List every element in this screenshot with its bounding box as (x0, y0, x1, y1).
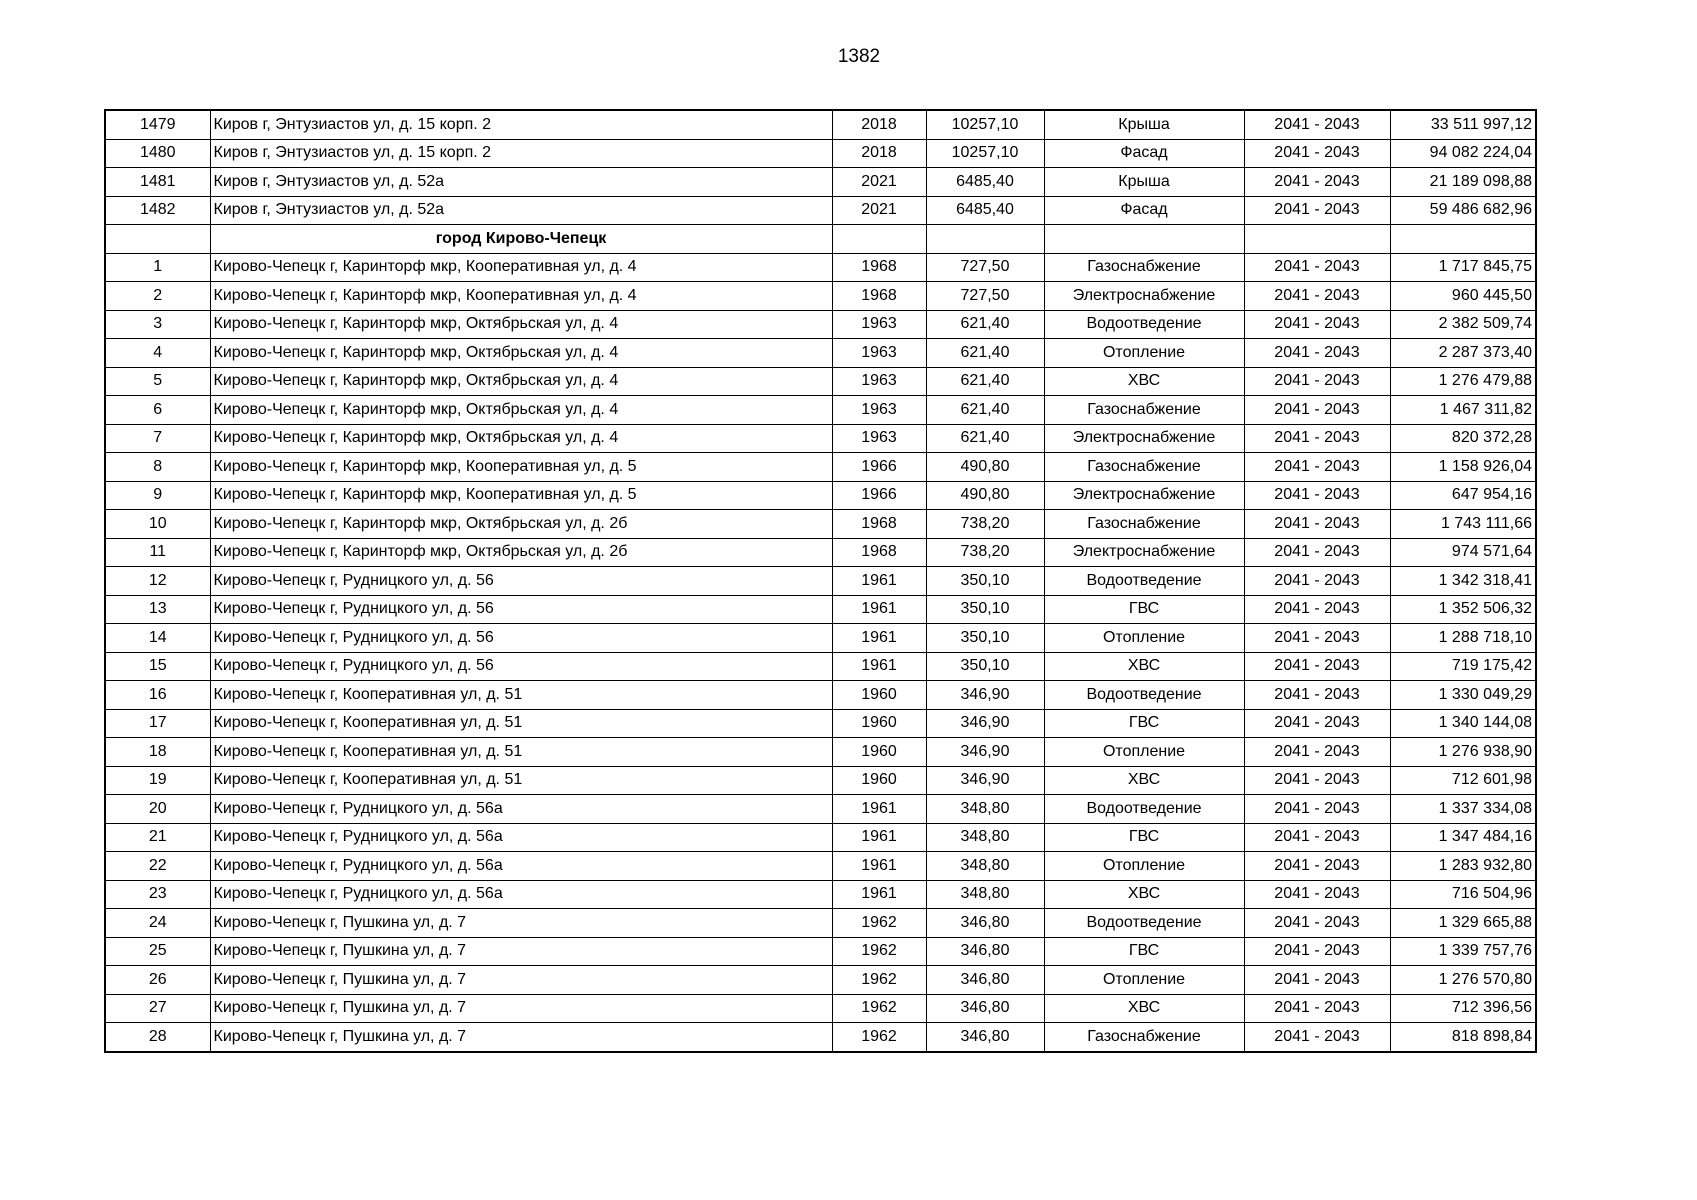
table-row (105, 852, 1536, 881)
cost-cell: 1 340 144,08 (1390, 709, 1536, 738)
cost-cell: 1 467 311,82 (1390, 396, 1536, 425)
repair-program-table (104, 109, 1537, 1053)
address-cell: Кирово-Чепецк г, Рудницкого ул, д. 56а (210, 880, 832, 909)
address-cell: Киров г, Энтузиастов ул, д. 52а (210, 168, 832, 197)
cost-cell: 1 717 845,75 (1390, 253, 1536, 282)
table-row (105, 795, 1536, 824)
year-cell: 1961 (832, 624, 926, 653)
address-cell: Кирово-Чепецк г, Каринторф мкр, Кооперативная ул, д. 4 (210, 282, 832, 311)
section-work-cell (1044, 225, 1244, 254)
area-cell: 350,10 (926, 595, 1044, 624)
row-number: 1 (105, 253, 210, 282)
year-cell: 1961 (832, 795, 926, 824)
year-cell: 1962 (832, 1023, 926, 1052)
year-cell: 2018 (832, 139, 926, 168)
address-cell: Кирово-Чепецк г, Кооперативная ул, д. 51 (210, 709, 832, 738)
cost-cell: 21 189 098,88 (1390, 168, 1536, 197)
table-row (105, 538, 1536, 567)
period-cell: 2041 - 2043 (1244, 624, 1390, 653)
work-type-cell: Газоснабжение (1044, 453, 1244, 482)
year-cell: 1960 (832, 738, 926, 767)
cost-cell: 719 175,42 (1390, 652, 1536, 681)
area-cell: 346,90 (926, 709, 1044, 738)
cost-cell: 1 330 049,29 (1390, 681, 1536, 710)
table-row (105, 652, 1536, 681)
row-number: 17 (105, 709, 210, 738)
cost-cell: 1 283 932,80 (1390, 852, 1536, 881)
year-cell: 1962 (832, 909, 926, 938)
row-number: 6 (105, 396, 210, 425)
address-cell: Кирово-Чепецк г, Кооперативная ул, д. 51 (210, 766, 832, 795)
area-cell: 346,90 (926, 738, 1044, 767)
table-row (105, 994, 1536, 1023)
work-type-cell: Водоотведение (1044, 310, 1244, 339)
work-type-cell: ХВС (1044, 652, 1244, 681)
area-cell: 350,10 (926, 624, 1044, 653)
work-type-cell: Фасад (1044, 196, 1244, 225)
cost-cell: 712 396,56 (1390, 994, 1536, 1023)
address-cell: Кирово-Чепецк г, Пушкина ул, д. 7 (210, 909, 832, 938)
work-type-cell: Газоснабжение (1044, 1023, 1244, 1052)
period-cell: 2041 - 2043 (1244, 937, 1390, 966)
table-row (105, 937, 1536, 966)
cost-cell: 820 372,28 (1390, 424, 1536, 453)
table-row (105, 139, 1536, 168)
table-row (105, 253, 1536, 282)
address-cell: Кирово-Чепецк г, Пушкина ул, д. 7 (210, 1023, 832, 1052)
work-type-cell: Отопление (1044, 339, 1244, 368)
period-cell: 2041 - 2043 (1244, 367, 1390, 396)
work-type-cell: Фасад (1044, 139, 1244, 168)
cost-cell: 1 288 718,10 (1390, 624, 1536, 653)
row-number: 24 (105, 909, 210, 938)
cost-cell: 1 743 111,66 (1390, 510, 1536, 539)
area-cell: 490,80 (926, 481, 1044, 510)
row-number: 15 (105, 652, 210, 681)
address-cell: Кирово-Чепецк г, Пушкина ул, д. 7 (210, 937, 832, 966)
work-type-cell: Электроснабжение (1044, 282, 1244, 311)
table-row (105, 339, 1536, 368)
address-cell: Кирово-Чепецк г, Пушкина ул, д. 7 (210, 966, 832, 995)
table-row (105, 110, 1536, 139)
row-number: 18 (105, 738, 210, 767)
year-cell: 1968 (832, 510, 926, 539)
year-cell: 1968 (832, 253, 926, 282)
period-cell: 2041 - 2043 (1244, 709, 1390, 738)
period-cell: 2041 - 2043 (1244, 453, 1390, 482)
address-cell: Кирово-Чепецк г, Кооперативная ул, д. 51 (210, 738, 832, 767)
cost-cell: 1 342 318,41 (1390, 567, 1536, 596)
address-cell: Кирово-Чепецк г, Каринторф мкр, Кооперативная ул, д. 5 (210, 453, 832, 482)
table-row (105, 282, 1536, 311)
address-cell: Кирово-Чепецк г, Каринторф мкр, Октябрьская ул, д. 4 (210, 424, 832, 453)
period-cell: 2041 - 2043 (1244, 168, 1390, 197)
work-type-cell: Крыша (1044, 110, 1244, 139)
table-row (105, 310, 1536, 339)
section-row (105, 225, 1536, 254)
area-cell: 346,80 (926, 1023, 1044, 1052)
work-type-cell: Газоснабжение (1044, 253, 1244, 282)
area-cell: 346,80 (926, 994, 1044, 1023)
year-cell: 1963 (832, 339, 926, 368)
row-number: 3 (105, 310, 210, 339)
year-cell: 1961 (832, 852, 926, 881)
cost-cell: 1 276 479,88 (1390, 367, 1536, 396)
table-body-top (105, 110, 1536, 225)
work-type-cell: Крыша (1044, 168, 1244, 197)
area-cell: 10257,10 (926, 139, 1044, 168)
address-cell: Кирово-Чепецк г, Каринторф мкр, Октябрьская ул, д. 2б (210, 538, 832, 567)
row-number: 16 (105, 681, 210, 710)
work-type-cell: Водоотведение (1044, 909, 1244, 938)
year-cell: 1962 (832, 994, 926, 1023)
period-cell: 2041 - 2043 (1244, 510, 1390, 539)
year-cell: 1968 (832, 282, 926, 311)
year-cell: 1968 (832, 538, 926, 567)
area-cell: 621,40 (926, 396, 1044, 425)
table-row (105, 595, 1536, 624)
table-row (105, 196, 1536, 225)
year-cell: 1960 (832, 766, 926, 795)
table-row (105, 481, 1536, 510)
work-type-cell: Электроснабжение (1044, 538, 1244, 567)
period-cell: 2041 - 2043 (1244, 966, 1390, 995)
row-number: 4 (105, 339, 210, 368)
period-cell: 2041 - 2043 (1244, 396, 1390, 425)
row-number: 13 (105, 595, 210, 624)
period-cell: 2041 - 2043 (1244, 139, 1390, 168)
period-cell: 2041 - 2043 (1244, 994, 1390, 1023)
period-cell: 2041 - 2043 (1244, 196, 1390, 225)
area-cell: 6485,40 (926, 168, 1044, 197)
period-cell: 2041 - 2043 (1244, 310, 1390, 339)
work-type-cell: Водоотведение (1044, 567, 1244, 596)
period-cell: 2041 - 2043 (1244, 909, 1390, 938)
year-cell: 1961 (832, 567, 926, 596)
area-cell: 621,40 (926, 424, 1044, 453)
year-cell: 1963 (832, 424, 926, 453)
period-cell: 2041 - 2043 (1244, 795, 1390, 824)
page-number: 1382 (837, 46, 881, 67)
row-number: 1479 (105, 110, 210, 139)
cost-cell: 818 898,84 (1390, 1023, 1536, 1052)
area-cell: 6485,40 (926, 196, 1044, 225)
period-cell: 2041 - 2043 (1244, 766, 1390, 795)
row-number: 20 (105, 795, 210, 824)
cost-cell: 2 287 373,40 (1390, 339, 1536, 368)
row-number: 1480 (105, 139, 210, 168)
area-cell: 348,80 (926, 795, 1044, 824)
address-cell: Киров г, Энтузиастов ул, д. 15 корп. 2 (210, 110, 832, 139)
cost-cell: 59 486 682,96 (1390, 196, 1536, 225)
address-cell: Кирово-Чепецк г, Каринторф мкр, Октябрьская ул, д. 4 (210, 396, 832, 425)
table-row (105, 168, 1536, 197)
period-cell: 2041 - 2043 (1244, 823, 1390, 852)
work-type-cell: ХВС (1044, 367, 1244, 396)
address-cell: Кирово-Чепецк г, Рудницкого ул, д. 56а (210, 795, 832, 824)
table-row (105, 1023, 1536, 1052)
area-cell: 350,10 (926, 652, 1044, 681)
row-number: 22 (105, 852, 210, 881)
address-cell: Киров г, Энтузиастов ул, д. 52а (210, 196, 832, 225)
row-number: 26 (105, 966, 210, 995)
period-cell: 2041 - 2043 (1244, 110, 1390, 139)
cost-cell: 712 601,98 (1390, 766, 1536, 795)
section-num-cell (105, 225, 210, 254)
section-area-cell (926, 225, 1044, 254)
row-number: 1481 (105, 168, 210, 197)
year-cell: 1966 (832, 481, 926, 510)
work-type-cell: Газоснабжение (1044, 396, 1244, 425)
table-row (105, 823, 1536, 852)
area-cell: 346,80 (926, 937, 1044, 966)
row-number: 5 (105, 367, 210, 396)
work-type-cell: ГВС (1044, 595, 1244, 624)
table-row (105, 396, 1536, 425)
area-cell: 350,10 (926, 567, 1044, 596)
work-type-cell: ХВС (1044, 766, 1244, 795)
cost-cell: 1 276 570,80 (1390, 966, 1536, 995)
year-cell: 2021 (832, 196, 926, 225)
period-cell: 2041 - 2043 (1244, 282, 1390, 311)
table-row (105, 567, 1536, 596)
cost-cell: 1 276 938,90 (1390, 738, 1536, 767)
row-number: 7 (105, 424, 210, 453)
period-cell: 2041 - 2043 (1244, 681, 1390, 710)
table-row (105, 738, 1536, 767)
table-row (105, 367, 1536, 396)
work-type-cell: Водоотведение (1044, 681, 1244, 710)
section-cost-cell (1390, 225, 1536, 254)
area-cell: 10257,10 (926, 110, 1044, 139)
work-type-cell: Водоотведение (1044, 795, 1244, 824)
address-cell: Кирово-Чепецк г, Каринторф мкр, Октябрьская ул, д. 2б (210, 510, 832, 539)
period-cell: 2041 - 2043 (1244, 339, 1390, 368)
area-cell: 490,80 (926, 453, 1044, 482)
work-type-cell: Газоснабжение (1044, 510, 1244, 539)
cost-cell: 647 954,16 (1390, 481, 1536, 510)
row-number: 28 (105, 1023, 210, 1052)
section-header-body (105, 225, 1536, 254)
area-cell: 348,80 (926, 852, 1044, 881)
year-cell: 1966 (832, 453, 926, 482)
table-row (105, 624, 1536, 653)
row-number: 21 (105, 823, 210, 852)
year-cell: 1961 (832, 595, 926, 624)
period-cell: 2041 - 2043 (1244, 595, 1390, 624)
row-number: 23 (105, 880, 210, 909)
year-cell: 1961 (832, 652, 926, 681)
row-number: 27 (105, 994, 210, 1023)
address-cell: Кирово-Чепецк г, Каринторф мкр, Кооперативная ул, д. 4 (210, 253, 832, 282)
area-cell: 346,90 (926, 766, 1044, 795)
work-type-cell: ХВС (1044, 994, 1244, 1023)
year-cell: 1960 (832, 681, 926, 710)
cost-cell: 960 445,50 (1390, 282, 1536, 311)
year-cell: 1963 (832, 367, 926, 396)
cost-cell: 2 382 509,74 (1390, 310, 1536, 339)
address-cell: Кирово-Чепецк г, Рудницкого ул, д. 56 (210, 595, 832, 624)
period-cell: 2041 - 2043 (1244, 538, 1390, 567)
address-cell: Кирово-Чепецк г, Рудницкого ул, д. 56 (210, 624, 832, 653)
address-cell: Киров г, Энтузиастов ул, д. 15 корп. 2 (210, 139, 832, 168)
address-cell: Кирово-Чепецк г, Рудницкого ул, д. 56а (210, 823, 832, 852)
area-cell: 738,20 (926, 510, 1044, 539)
cost-cell: 974 571,64 (1390, 538, 1536, 567)
address-cell: Кирово-Чепецк г, Каринторф мкр, Октябрьская ул, д. 4 (210, 339, 832, 368)
cost-cell: 1 347 484,16 (1390, 823, 1536, 852)
table-row (105, 453, 1536, 482)
period-cell: 2041 - 2043 (1244, 738, 1390, 767)
table-row (105, 681, 1536, 710)
area-cell: 727,50 (926, 253, 1044, 282)
area-cell: 346,80 (926, 909, 1044, 938)
address-cell: Кирово-Чепецк г, Каринторф мкр, Октябрьская ул, д. 4 (210, 310, 832, 339)
row-number: 11 (105, 538, 210, 567)
period-cell: 2041 - 2043 (1244, 1023, 1390, 1052)
row-number: 9 (105, 481, 210, 510)
row-number: 25 (105, 937, 210, 966)
period-cell: 2041 - 2043 (1244, 481, 1390, 510)
area-cell: 348,80 (926, 823, 1044, 852)
table-body-main (105, 253, 1536, 1052)
address-cell: Кирово-Чепецк г, Кооперативная ул, д. 51 (210, 681, 832, 710)
year-cell: 1963 (832, 310, 926, 339)
work-type-cell: Электроснабжение (1044, 424, 1244, 453)
year-cell: 1962 (832, 966, 926, 995)
address-cell: Кирово-Чепецк г, Рудницкого ул, д. 56 (210, 652, 832, 681)
table-row (105, 424, 1536, 453)
row-number: 8 (105, 453, 210, 482)
work-type-cell: ХВС (1044, 880, 1244, 909)
area-cell: 348,80 (926, 880, 1044, 909)
row-number: 1482 (105, 196, 210, 225)
year-cell: 1962 (832, 937, 926, 966)
area-cell: 621,40 (926, 310, 1044, 339)
work-type-cell: ГВС (1044, 937, 1244, 966)
cost-cell: 1 339 757,76 (1390, 937, 1536, 966)
year-cell: 2021 (832, 168, 926, 197)
address-cell: Кирово-Чепецк г, Рудницкого ул, д. 56 (210, 567, 832, 596)
cost-cell: 1 158 926,04 (1390, 453, 1536, 482)
area-cell: 346,80 (926, 966, 1044, 995)
period-cell: 2041 - 2043 (1244, 652, 1390, 681)
work-type-cell: Отопление (1044, 624, 1244, 653)
row-number: 19 (105, 766, 210, 795)
year-cell: 1960 (832, 709, 926, 738)
section-title: город Кирово-Чепецк (210, 225, 832, 254)
address-cell: Кирово-Чепецк г, Рудницкого ул, д. 56а (210, 852, 832, 881)
cost-cell: 716 504,96 (1390, 880, 1536, 909)
period-cell: 2041 - 2043 (1244, 880, 1390, 909)
area-cell: 621,40 (926, 339, 1044, 368)
section-period-cell (1244, 225, 1390, 254)
table-row (105, 766, 1536, 795)
area-cell: 738,20 (926, 538, 1044, 567)
work-type-cell: ГВС (1044, 823, 1244, 852)
period-cell: 2041 - 2043 (1244, 424, 1390, 453)
cost-cell: 94 082 224,04 (1390, 139, 1536, 168)
period-cell: 2041 - 2043 (1244, 253, 1390, 282)
table-row (105, 909, 1536, 938)
address-cell: Кирово-Чепецк г, Каринторф мкр, Кооперативная ул, д. 5 (210, 481, 832, 510)
year-cell: 1961 (832, 880, 926, 909)
work-type-cell: Отопление (1044, 852, 1244, 881)
address-cell: Кирово-Чепецк г, Каринторф мкр, Октябрьская ул, д. 4 (210, 367, 832, 396)
cost-cell: 1 352 506,32 (1390, 595, 1536, 624)
row-number: 14 (105, 624, 210, 653)
work-type-cell: Электроснабжение (1044, 481, 1244, 510)
row-number: 10 (105, 510, 210, 539)
period-cell: 2041 - 2043 (1244, 852, 1390, 881)
table-row (105, 880, 1536, 909)
work-type-cell: Отопление (1044, 738, 1244, 767)
period-cell: 2041 - 2043 (1244, 567, 1390, 596)
area-cell: 346,90 (926, 681, 1044, 710)
cost-cell: 1 337 334,08 (1390, 795, 1536, 824)
year-cell: 1963 (832, 396, 926, 425)
cost-cell: 33 511 997,12 (1390, 110, 1536, 139)
year-cell: 2018 (832, 110, 926, 139)
area-cell: 727,50 (926, 282, 1044, 311)
address-cell: Кирово-Чепецк г, Пушкина ул, д. 7 (210, 994, 832, 1023)
cost-cell: 1 329 665,88 (1390, 909, 1536, 938)
row-number: 2 (105, 282, 210, 311)
table-row (105, 709, 1536, 738)
table-row (105, 966, 1536, 995)
section-year-cell (832, 225, 926, 254)
work-type-cell: Отопление (1044, 966, 1244, 995)
year-cell: 1961 (832, 823, 926, 852)
row-number: 12 (105, 567, 210, 596)
area-cell: 621,40 (926, 367, 1044, 396)
work-type-cell: ГВС (1044, 709, 1244, 738)
table-row (105, 510, 1536, 539)
